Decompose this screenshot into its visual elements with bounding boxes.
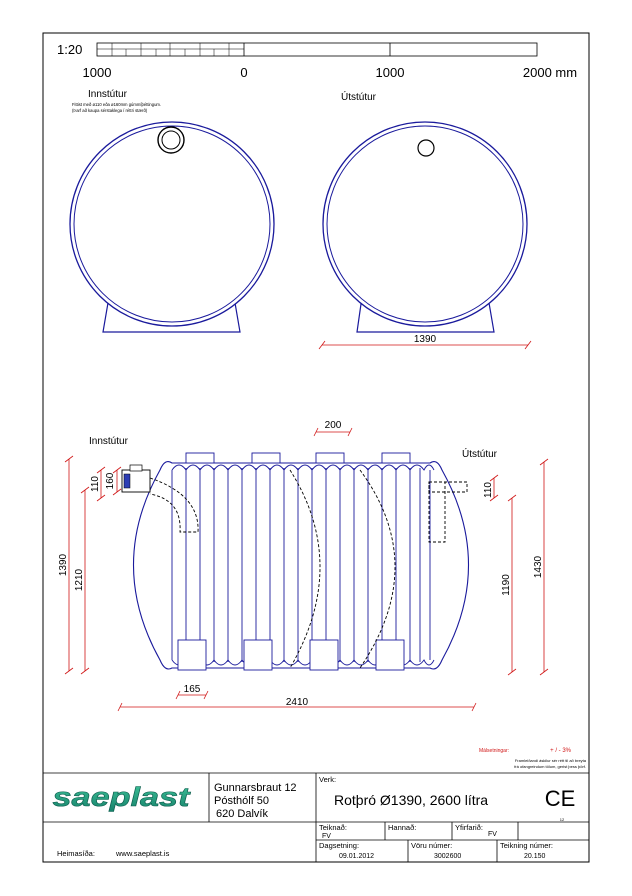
ce-sub: 12 bbox=[559, 817, 565, 822]
drawing-number-value: 20.150 bbox=[524, 853, 546, 860]
drawn-by-label: Teiknað: bbox=[319, 823, 347, 832]
drawn-by-value: FV bbox=[322, 833, 331, 840]
dim-rib-spacing: 200 bbox=[324, 420, 342, 431]
scale-ratio: 1:20 bbox=[57, 42, 83, 57]
dim-foot-width: 165 bbox=[183, 684, 201, 695]
product-number-label: Vöru númer: bbox=[411, 841, 453, 850]
tolerance-note-2: frá ofangreindum tölum, gerist þess þörf. bbox=[514, 764, 586, 769]
date-value: 09.01.2012 bbox=[339, 853, 375, 860]
logo-text: saeplast bbox=[52, 782, 191, 812]
side-inlet-title: Innstútur bbox=[89, 436, 128, 447]
outlet-end-title: Útstútur bbox=[341, 92, 377, 103]
website-link[interactable]: www.saeplast.is bbox=[116, 849, 170, 858]
project-label: Verk: bbox=[319, 775, 337, 784]
inlet-note-2: (Þarf að kaupa sérstaklega í réttri stærð) bbox=[72, 108, 148, 113]
tolerance-label: Málsetningar: bbox=[478, 748, 509, 754]
date-label: Dagsetning: bbox=[319, 841, 360, 850]
dim-outlet-height: 1190 bbox=[501, 574, 512, 596]
product-number-value: 3002600 bbox=[434, 853, 462, 860]
scale-tick-label: 1000 bbox=[82, 65, 112, 80]
tolerance-value: + / - 3% bbox=[550, 748, 571, 754]
inlet-end-view bbox=[70, 89, 274, 332]
inlet-fitting bbox=[122, 465, 150, 492]
dim-inlet-height: 1210 bbox=[74, 568, 85, 592]
project-title: Rotþró Ø1390, 2600 lítra bbox=[334, 792, 489, 808]
tolerance-note bbox=[479, 748, 587, 769]
scale-tick-label: 2000 mm bbox=[522, 65, 578, 80]
dim-inlet-top-offset: 110 bbox=[90, 476, 101, 492]
outlet-end-view bbox=[323, 90, 527, 332]
designed-by-label: Hannað: bbox=[388, 823, 417, 832]
dim-inlet-diameter: 160 bbox=[105, 472, 116, 490]
drawing-number-label: Teikning númer: bbox=[500, 841, 553, 850]
address-line-3: 620 Dalvík bbox=[216, 808, 268, 820]
inlet-note-1: Fittist með ø110 eða ø160mm gúmmíþéttingum. bbox=[72, 102, 162, 107]
reviewed-by-label: Yfirfarið: bbox=[455, 823, 483, 832]
side-view bbox=[89, 436, 498, 670]
dim-outer-height: 1390 bbox=[58, 553, 69, 577]
scale-bar bbox=[57, 42, 577, 80]
dim-total-length: 2410 bbox=[285, 697, 309, 708]
side-outlet-title: Útstútur bbox=[462, 449, 498, 460]
scale-tick-label: 0 bbox=[240, 65, 248, 80]
website-label: Heimasíða: bbox=[57, 849, 95, 858]
tolerance-note-1: Framleiðandi áskilur sér rétt til að breyta bbox=[514, 758, 586, 763]
ce-mark: CE bbox=[544, 786, 576, 811]
tank-hull bbox=[134, 462, 469, 669]
dim-total-height: 1430 bbox=[533, 555, 544, 579]
end-width-label: 1390 bbox=[413, 334, 437, 345]
dim-outlet-offset: 110 bbox=[483, 482, 494, 498]
scale-tick-label: 1000 bbox=[375, 65, 405, 80]
address-line-1: Gunnarsbraut 12 bbox=[214, 782, 297, 794]
reviewed-by-value: FV bbox=[488, 831, 497, 838]
address-line-2: Pósthólf 50 bbox=[214, 795, 270, 807]
saeplast-logo bbox=[53, 782, 191, 812]
inlet-end-title: Innstútur bbox=[88, 89, 127, 100]
